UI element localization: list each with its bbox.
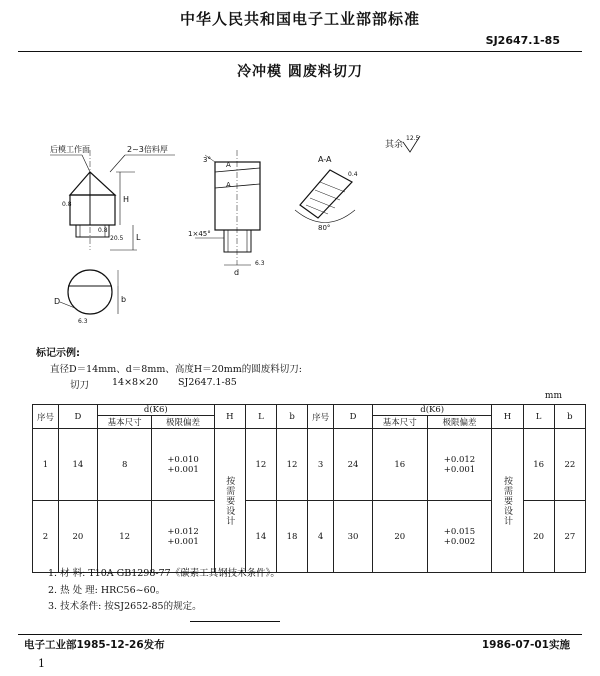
cell-L-2: 16 [523, 429, 554, 501]
cell-b-2: 27 [554, 501, 585, 573]
note-heat-treatment: 2. 热 处 理: HRC56~60。 [48, 585, 166, 596]
cell-d: 12 [97, 501, 152, 573]
dim-d: d [234, 268, 240, 277]
cell-seq: 2 [33, 501, 59, 573]
cell-H-note-2: 按需要设计 [492, 429, 523, 573]
header-d-2: d(K6) [373, 405, 492, 416]
example-code: SJ2647.1-85 [178, 377, 237, 388]
roughness-0-4: 0.4 [348, 171, 358, 178]
note-technical-conditions: 3. 技术条件: 按SJ2652-85的规定。 [48, 601, 202, 612]
dim-chamfer: 1×45° [188, 230, 211, 238]
section-mark-a-bottom: A [226, 181, 231, 189]
note-material: 1. 材 料: T10A GB1298-77《碳素工具钢技术条件》。 [48, 568, 280, 579]
header-d: d(K6) [97, 405, 214, 416]
header-rule [18, 51, 582, 52]
cell-d: 8 [97, 429, 152, 501]
example-name: 切刀 [70, 380, 90, 391]
roughness-0-8-b: 0.8 [98, 227, 108, 234]
cell-L-2: 20 [523, 501, 554, 573]
section-label: A-A [318, 155, 332, 164]
cell-L: 14 [245, 501, 276, 573]
implementation-date: 1986-07-01实施 [481, 639, 570, 651]
cell-b-2: 22 [554, 429, 585, 501]
cell-dev-2: +0.012 +0.001 [427, 429, 492, 501]
dim-D: D [54, 297, 61, 306]
cell-H-note: 按需要设计 [214, 429, 245, 573]
page-number: 1 [38, 657, 45, 670]
cell-D: 14 [58, 429, 97, 501]
cell-b: 18 [276, 501, 307, 573]
issued-date: 电子工业部1985-12-26发布 [24, 639, 165, 651]
header-dev-2: 极限偏差 [427, 416, 492, 429]
angle-80: 80° [318, 224, 331, 232]
header-L-2: L [523, 405, 554, 429]
cell-dev: +0.012 +0.001 [152, 501, 214, 573]
dim-20-5: 20.5 [110, 235, 124, 242]
cell-dev: +0.010 +0.001 [152, 429, 214, 501]
example-size: 14×8×20 [112, 377, 159, 388]
header-b: b [276, 405, 307, 429]
standard-code: SJ2647.1-85 [485, 34, 560, 47]
cell-d-2: 16 [373, 429, 428, 501]
roughness-6-3-a: 6.3 [78, 318, 88, 325]
dim-H: H [123, 195, 130, 204]
header-H-2: H [492, 405, 523, 429]
dim-b: b [121, 295, 127, 304]
dim-angle-3: 3° [203, 156, 211, 164]
header-seq-2: 序号 [308, 405, 334, 429]
example-description: 直径D＝14mm、d＝8mm、高度H＝20mm的圆废料切刀: [50, 364, 302, 375]
dim-L: L [136, 233, 141, 242]
cell-dev-2: +0.015 +0.002 [427, 501, 492, 573]
header-L: L [245, 405, 276, 429]
header-basic: 基本尺寸 [97, 416, 152, 429]
roughness-0-8-a: 0.8 [62, 201, 72, 208]
label-working-face: 后模工作面 [50, 145, 90, 154]
cell-seq-2: 4 [308, 501, 334, 573]
header-b-2: b [554, 405, 585, 429]
cell-seq-2: 3 [308, 429, 334, 501]
cell-D-2: 30 [334, 501, 373, 573]
table-row [33, 429, 586, 501]
example-heading: 标记示例: [36, 348, 80, 359]
technical-drawing [0, 110, 600, 340]
footer-rule [18, 634, 582, 635]
standard-org-title: 中华人民共和国电子工业部部标准 [179, 10, 420, 28]
header-H: H [214, 405, 245, 429]
cell-L: 12 [245, 429, 276, 501]
header-dev: 极限偏差 [152, 416, 214, 429]
cell-D-2: 24 [334, 429, 373, 501]
cell-D: 20 [58, 501, 97, 573]
end-rule [190, 621, 280, 622]
header-D: D [58, 405, 97, 429]
cell-d-2: 20 [373, 501, 428, 573]
unit-label: mm [544, 391, 562, 401]
header-seq: 序号 [33, 405, 59, 429]
cell-b: 12 [276, 429, 307, 501]
document-title: 冷冲模 圆废料切刀 [237, 64, 363, 80]
label-rest: 其余 [385, 140, 404, 150]
spec-table [32, 404, 586, 573]
label-chamfer-note: 2~3倍料厚 [127, 145, 168, 154]
cell-seq: 1 [33, 429, 59, 501]
roughness-main: 12.5 [406, 135, 420, 142]
section-mark-a-top: A [226, 161, 231, 169]
header-D-2: D [334, 405, 373, 429]
header-basic-2: 基本尺寸 [373, 416, 428, 429]
roughness-6-3-b: 6.3 [255, 260, 265, 267]
